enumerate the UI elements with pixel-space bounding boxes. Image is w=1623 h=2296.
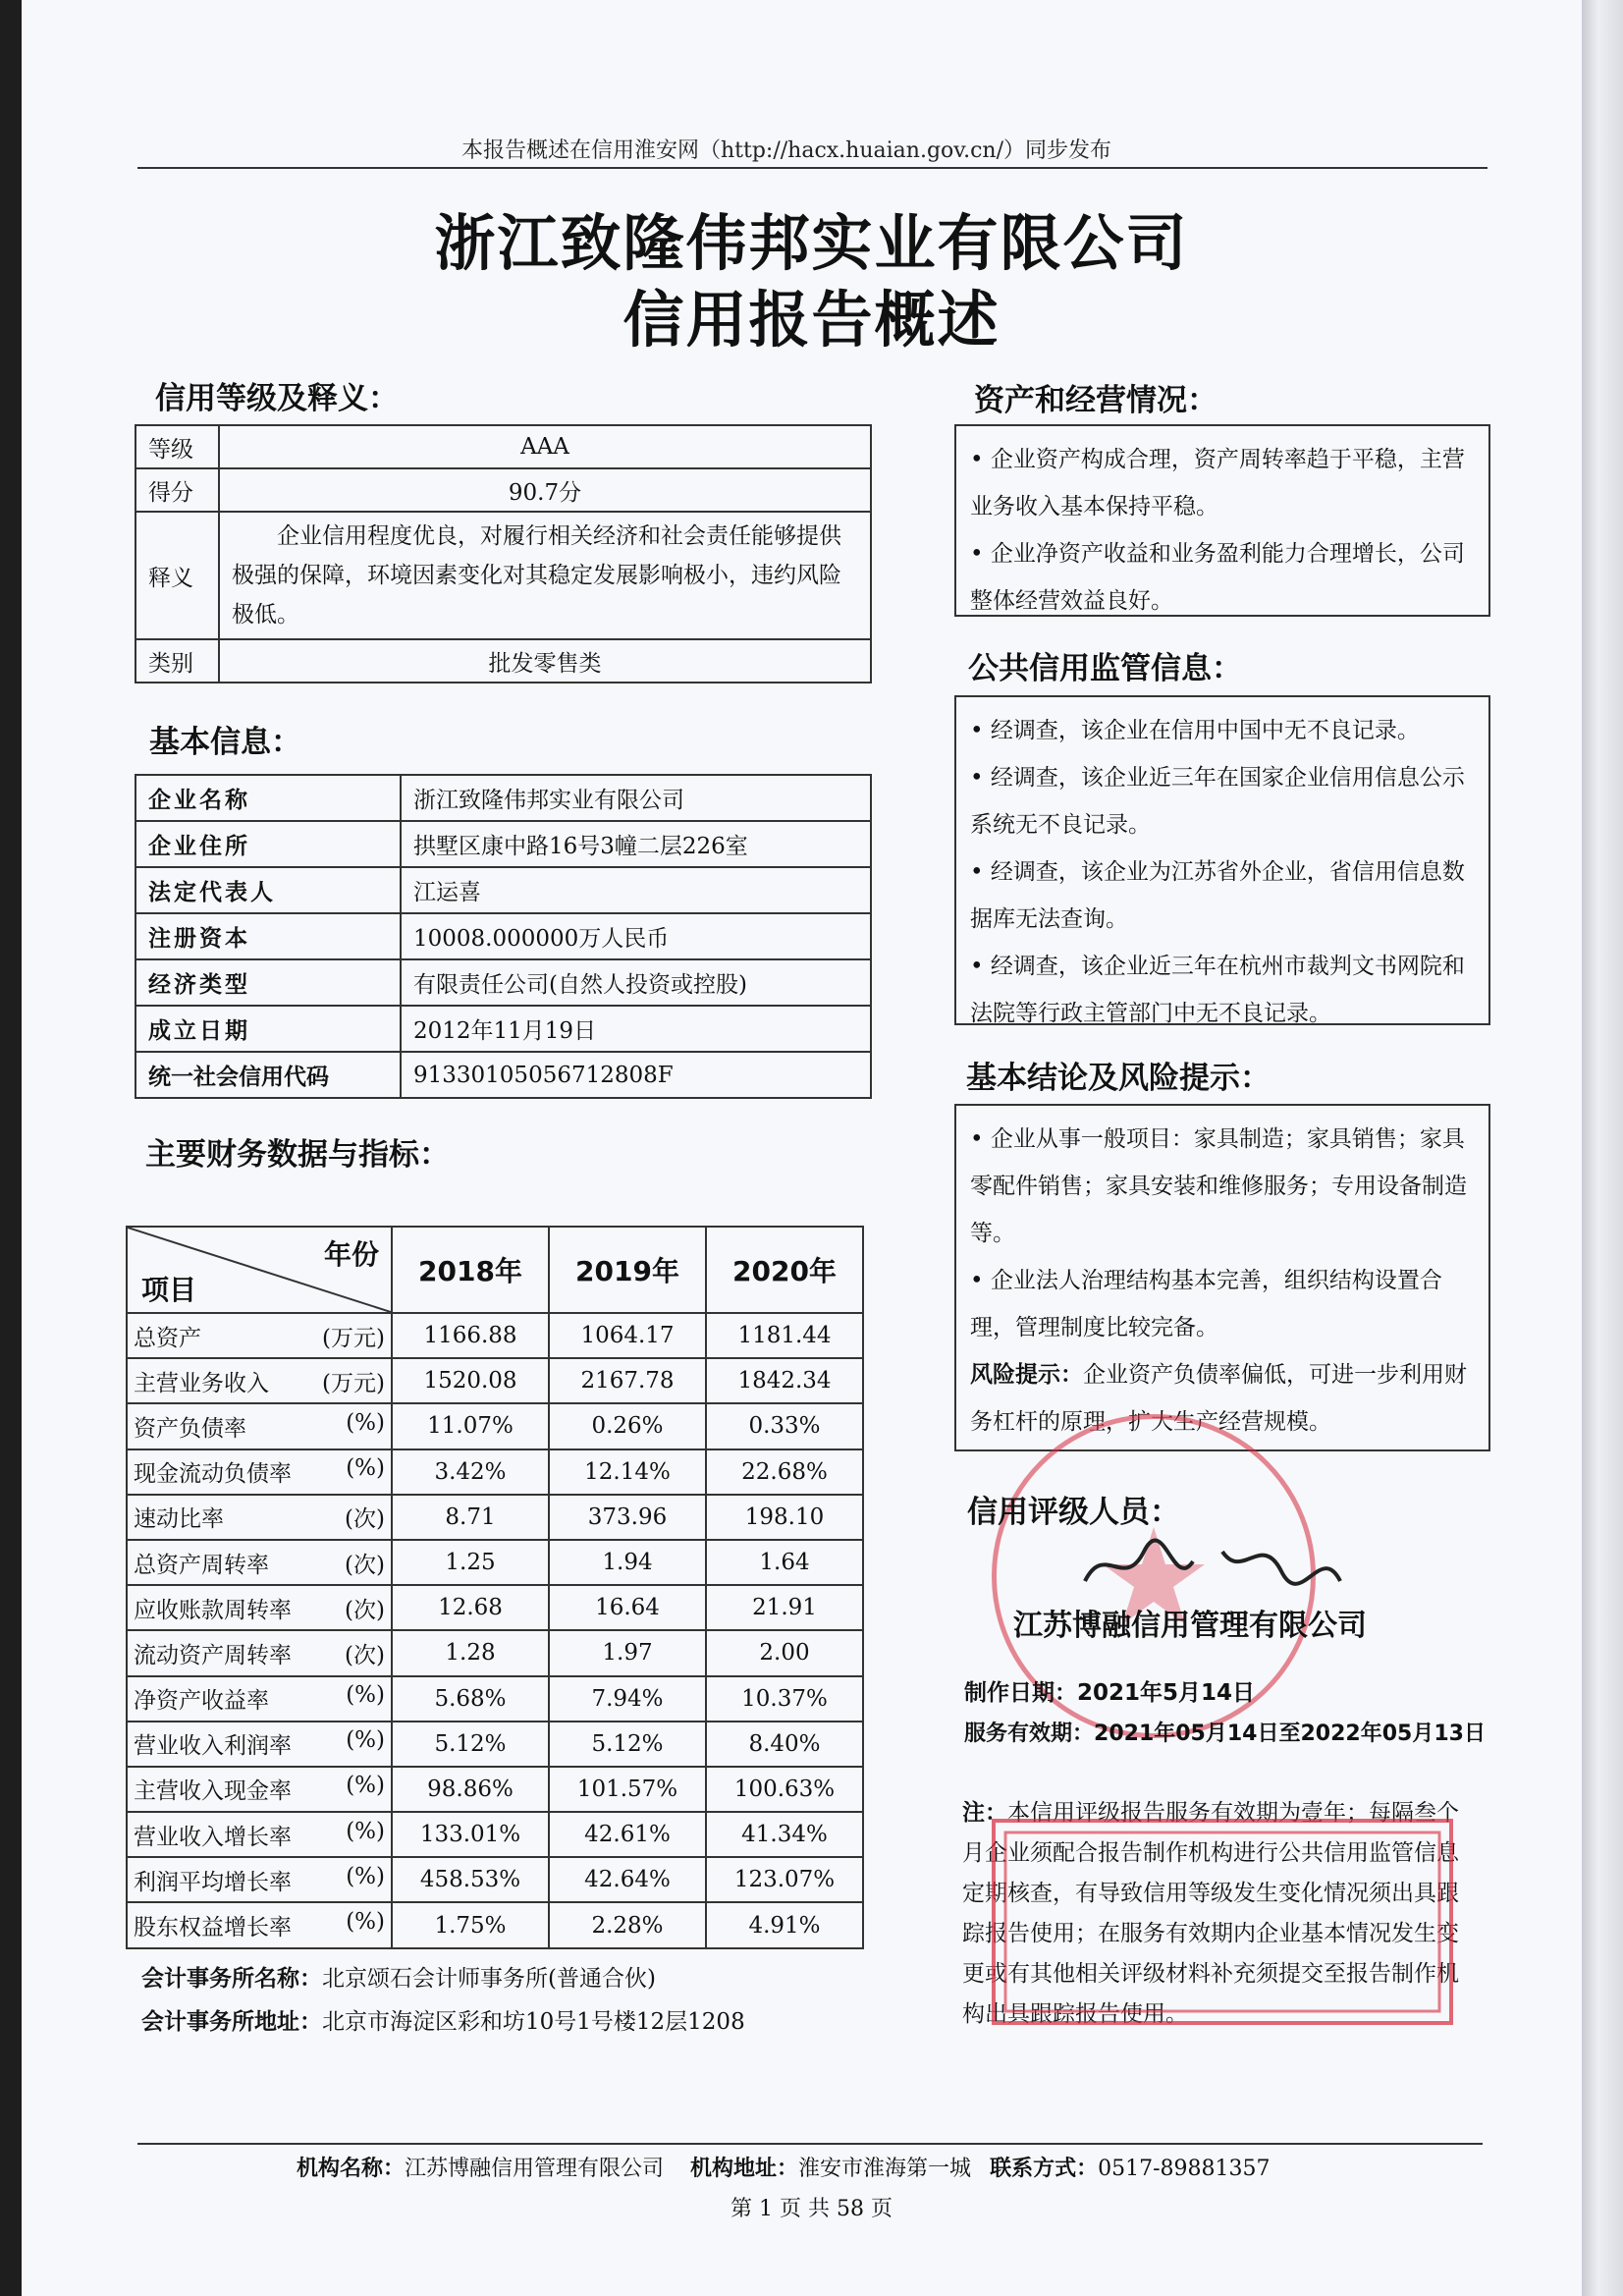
financial-item-unit: (次) — [345, 1506, 385, 1533]
financial-item-name: 主营业务收入 — [134, 1370, 269, 1396]
risk-text: 企业资产负债率偏低，可进一步利用财务杠杆的原理，扩大生产经营规模。 — [970, 1362, 1467, 1435]
footer-line — [297, 2152, 1270, 2182]
financial-heading: 主要财务数据与指标： — [145, 1137, 450, 1173]
financial-value: 98.86% — [392, 1767, 549, 1812]
financial-item-name: 应收账款周转率 — [134, 1597, 292, 1623]
rating-company: 江苏博融信用管理有限公司 — [1013, 1609, 1367, 1643]
financial-item-name: 现金流动负债率 — [134, 1461, 292, 1488]
financial-item — [127, 1495, 392, 1540]
info-row — [135, 913, 871, 959]
public-credit-item: • 经调查，该企业在信用中国中无不良记录。 — [970, 718, 1420, 743]
info-value: 2012年11月19日 — [401, 1006, 871, 1052]
info-value: 江运喜 — [401, 867, 871, 913]
accounting-addr-label: 会计事务所地址： — [141, 2009, 322, 2035]
financial-item-name: 营业收入增长率 — [134, 1824, 292, 1850]
financial-value: 123.07% — [706, 1857, 863, 1902]
financial-value: 2.28% — [549, 1902, 706, 1947]
public-credit-item: • 经调查，该企业近三年在国家企业信用信息公示系统无不良记录。 — [970, 765, 1465, 838]
financial-value: 373.96 — [549, 1495, 706, 1540]
meaning-label: 释义 — [135, 512, 219, 639]
public-credit-item: • 经调查，该企业为江苏省外企业，省信用信息数据库无法查询。 — [970, 859, 1465, 932]
page-number: 第 1 页 共 58 页 — [730, 2197, 893, 2221]
year-header: 2018年 — [392, 1227, 549, 1313]
financial-value: 100.63% — [706, 1767, 863, 1812]
financial-value: 133.01% — [392, 1812, 549, 1857]
info-row — [135, 775, 871, 821]
financial-item — [127, 1540, 392, 1585]
financial-item-name: 营业收入利润率 — [134, 1733, 292, 1760]
credit-rating-table — [135, 424, 872, 683]
financial-value: 1842.34 — [706, 1358, 863, 1403]
conclusion-heading: 基本结论及风险提示： — [966, 1061, 1271, 1096]
financial-row — [127, 1767, 863, 1812]
info-row — [135, 1006, 871, 1052]
accounting-addr-value: 北京市海淀区彩和坊10号1号楼12层1208 — [322, 2009, 745, 2035]
risk-label: 风险提示： — [970, 1362, 1083, 1388]
financial-item-name: 主营收入现金率 — [134, 1778, 292, 1805]
financial-value: 458.53% — [392, 1857, 549, 1902]
financial-value: 42.64% — [549, 1857, 706, 1902]
financial-value: 1.25 — [392, 1540, 549, 1585]
credit-rating-heading: 信用等级及释义： — [155, 381, 399, 416]
footer-org-label: 机构名称： — [297, 2157, 406, 2181]
financial-row — [127, 1358, 863, 1403]
public-credit-heading: 公共信用监管信息： — [968, 651, 1242, 686]
financial-row — [127, 1540, 863, 1585]
financial-value: 1166.88 — [392, 1313, 549, 1358]
financial-corner-cell — [127, 1227, 392, 1313]
accounting-firm-name: 北京颂石会计师事务所(普通合伙) — [322, 1966, 656, 1992]
meaning-value: 企业信用程度优良，对履行相关经济和社会责任能够提供极强的保障，环境因素变化对其稳定发展影响极小，违约风险极低。 — [219, 512, 871, 639]
accounting-firm-label: 会计事务所名称： — [141, 1966, 322, 1992]
info-label: 企业名称 — [135, 775, 401, 821]
financial-item — [127, 1812, 392, 1857]
financial-item — [127, 1767, 392, 1812]
validity-line — [964, 1717, 1486, 1747]
conclusion-item: • 企业从事一般项目：家具制造；家具销售；家具零配件销售；家具安装和维修服务；专用设备制造等。 — [970, 1126, 1467, 1246]
financial-item-name: 流动资产周转率 — [134, 1642, 292, 1668]
financial-row — [127, 1403, 863, 1449]
financial-item-unit: (次) — [345, 1552, 385, 1578]
financial-value: 7.94% — [549, 1676, 706, 1722]
financial-item-name: 总资产周转率 — [134, 1552, 269, 1578]
filing-stamp — [992, 1819, 1453, 2025]
financial-value: 2167.78 — [549, 1358, 706, 1403]
financial-body — [127, 1313, 863, 1948]
filing-stamp-frame — [996, 1823, 1449, 2021]
financial-value: 8.71 — [392, 1495, 549, 1540]
financial-item — [127, 1403, 392, 1449]
financial-value: 1.75% — [392, 1902, 549, 1947]
financial-value: 4.91% — [706, 1902, 863, 1947]
info-value: 91330105056712808F — [401, 1052, 871, 1098]
financial-value: 8.40% — [706, 1722, 863, 1767]
assets-ops-item: • 企业资产构成合理，资产周转率趋于平稳，主营业务收入基本保持平稳。 — [970, 447, 1465, 519]
financial-value: 0.26% — [549, 1403, 706, 1449]
basic-info-heading: 基本信息： — [149, 725, 301, 760]
financial-row — [127, 1313, 863, 1358]
financial-value: 2.00 — [706, 1630, 863, 1675]
financial-item-name: 股东权益增长率 — [134, 1915, 292, 1941]
header-rule — [137, 167, 1488, 169]
financial-value: 41.34% — [706, 1812, 863, 1857]
category-label: 类别 — [135, 639, 219, 683]
conclusion-box — [954, 1104, 1490, 1451]
financial-item — [127, 1676, 392, 1722]
financial-item-unit: (次) — [345, 1642, 385, 1668]
financial-item-unit: (%) — [346, 1773, 385, 1799]
report-title: 信用报告概述 — [622, 284, 1001, 355]
conclusion-item: • 企业法人治理结构基本完善，组织结构设置合理，管理制度比较完备。 — [970, 1268, 1442, 1340]
financial-item-unit: (%) — [346, 1409, 385, 1436]
financial-item — [127, 1722, 392, 1767]
score-label: 得分 — [135, 468, 219, 512]
financial-item-name: 净资产收益率 — [134, 1688, 269, 1715]
financial-item-name: 速动比率 — [134, 1506, 224, 1533]
financial-value: 16.64 — [549, 1585, 706, 1630]
financial-value: 11.07% — [392, 1403, 549, 1449]
financial-item — [127, 1585, 392, 1630]
financial-item-unit: (%) — [346, 1682, 385, 1709]
footer-rule — [137, 2143, 1483, 2145]
financial-item — [127, 1449, 392, 1495]
financial-item — [127, 1902, 392, 1947]
validity-value: 2021年05月14日至2022年05月13日 — [1094, 1722, 1486, 1746]
accounting-firm-line — [141, 1960, 656, 1993]
financial-value: 1064.17 — [549, 1313, 706, 1358]
made-date-label: 制作日期： — [964, 1680, 1077, 1706]
financial-item-unit: (万元) — [322, 1370, 385, 1396]
corner-year-label: 年份 — [323, 1238, 379, 1271]
financial-value: 1.94 — [549, 1540, 706, 1585]
public-credit-box — [954, 695, 1490, 1025]
year-header: 2020年 — [706, 1227, 863, 1313]
financial-value: 5.68% — [392, 1676, 549, 1722]
info-value: 拱墅区康中路16号3幢二层226室 — [401, 821, 871, 867]
publish-note: 本报告概述在信用淮安网（http://hacx.huaian.gov.cn/）同步发布 — [461, 138, 1111, 163]
made-date-line — [964, 1674, 1255, 1707]
footer-contact-label: 联系方式： — [990, 2157, 1099, 2181]
financial-value: 1.97 — [549, 1630, 706, 1675]
staff-signature — [1075, 1522, 1350, 1611]
financial-value: 101.57% — [549, 1767, 706, 1812]
financial-header-row — [127, 1227, 863, 1313]
financial-item-unit: (万元) — [322, 1325, 385, 1351]
info-value: 有限责任公司(自然人投资或控股) — [401, 959, 871, 1006]
category-value: 批发零售类 — [219, 639, 871, 683]
footer-contact: 0517-89881357 — [1098, 2157, 1271, 2181]
financial-value: 42.61% — [549, 1812, 706, 1857]
financial-item-unit: (%) — [346, 1863, 385, 1889]
info-row — [135, 1052, 871, 1098]
meaning-row — [135, 512, 871, 639]
financial-item-unit: (%) — [346, 1909, 385, 1936]
financial-item-unit: (%) — [346, 1727, 385, 1754]
financial-row — [127, 1857, 863, 1902]
financial-row — [127, 1585, 863, 1630]
financial-value: 12.68 — [392, 1585, 549, 1630]
info-label: 成立日期 — [135, 1006, 401, 1052]
financial-row — [127, 1812, 863, 1857]
rating-value: AAA — [219, 425, 871, 468]
financial-item — [127, 1630, 392, 1675]
financial-item — [127, 1313, 392, 1358]
financial-row — [127, 1902, 863, 1947]
info-value: 10008.000000万人民币 — [401, 913, 871, 959]
note-label: 注： — [962, 1800, 1007, 1826]
info-row — [135, 867, 871, 913]
financial-value: 0.33% — [706, 1403, 863, 1449]
footer-org: 江苏博融信用管理有限公司 — [405, 2157, 665, 2181]
financial-value: 22.68% — [706, 1449, 863, 1495]
financial-table — [126, 1226, 864, 1949]
financial-item — [127, 1358, 392, 1403]
info-label: 经济类型 — [135, 959, 401, 1006]
rating-label: 等级 — [135, 425, 219, 468]
financial-row — [127, 1630, 863, 1675]
basic-info-table — [135, 774, 872, 1099]
financial-value: 21.91 — [706, 1585, 863, 1630]
footer-addr: 淮安市淮海第一城 — [798, 2157, 972, 2181]
info-value: 浙江致隆伟邦实业有限公司 — [401, 775, 871, 821]
financial-item-unit: (次) — [345, 1597, 385, 1623]
financial-item-name: 总资产 — [134, 1325, 201, 1351]
financial-row — [127, 1676, 863, 1722]
financial-item-unit: (%) — [346, 1818, 385, 1844]
made-date-value: 2021年5月14日 — [1077, 1680, 1256, 1706]
financial-item-name: 利润平均增长率 — [134, 1869, 292, 1895]
info-label: 企业住所 — [135, 821, 401, 867]
public-credit-item: • 经调查，该企业近三年在杭州市裁判文书网院和法院等行政主管部门中无不良记录。 — [970, 954, 1465, 1026]
assets-ops-box — [954, 424, 1490, 617]
financial-value: 5.12% — [392, 1722, 549, 1767]
footer-addr-label: 机构地址： — [690, 2157, 799, 2181]
rating-row — [135, 425, 871, 468]
financial-value: 1181.44 — [706, 1313, 863, 1358]
financial-value: 3.42% — [392, 1449, 549, 1495]
financial-item — [127, 1857, 392, 1902]
info-row — [135, 821, 871, 867]
score-row — [135, 468, 871, 512]
financial-item-name: 资产负债率 — [134, 1415, 246, 1442]
info-label: 统一社会信用代码 — [135, 1052, 401, 1098]
note-text: 本信用评级报告服务有效期为壹年；每隔叁个月企业须配合报告制作机构进行公共信用监管信息定期核查，有导致信用等级发生变化情况须出具跟踪报告使用；在服务有效期内企业基本情况发生变更或有其他相关评级材料补充须提交至报告制作机构出具跟踪报告使用。 — [962, 1800, 1459, 2027]
corner-item-label: 项目 — [141, 1274, 197, 1306]
financial-value: 198.10 — [706, 1495, 863, 1540]
financial-value: 1.28 — [392, 1630, 549, 1675]
company-title: 浙江致隆伟邦实业有限公司 — [434, 207, 1189, 279]
financial-value: 12.14% — [549, 1449, 706, 1495]
info-label: 法定代表人 — [135, 867, 401, 913]
score-value: 90.7分 — [219, 468, 871, 512]
financial-value: 10.37% — [706, 1676, 863, 1722]
info-row — [135, 959, 871, 1006]
financial-value: 5.12% — [549, 1722, 706, 1767]
accounting-addr-line — [141, 2003, 745, 2036]
info-label: 注册资本 — [135, 913, 401, 959]
assets-ops-item: • 企业净资产收益和业务盈利能力合理增长，公司整体经营效益良好。 — [970, 541, 1465, 614]
financial-value: 1.64 — [706, 1540, 863, 1585]
financial-row — [127, 1495, 863, 1540]
category-row — [135, 639, 871, 683]
year-header: 2019年 — [549, 1227, 706, 1313]
rating-staff-heading: 信用评级人员： — [967, 1495, 1180, 1530]
financial-item-unit: (%) — [346, 1455, 385, 1482]
validity-label: 服务有效期： — [964, 1722, 1095, 1746]
assets-ops-heading: 资产和经营情况： — [974, 383, 1217, 418]
financial-value: 1520.08 — [392, 1358, 549, 1403]
financial-row — [127, 1722, 863, 1767]
financial-row — [127, 1449, 863, 1495]
